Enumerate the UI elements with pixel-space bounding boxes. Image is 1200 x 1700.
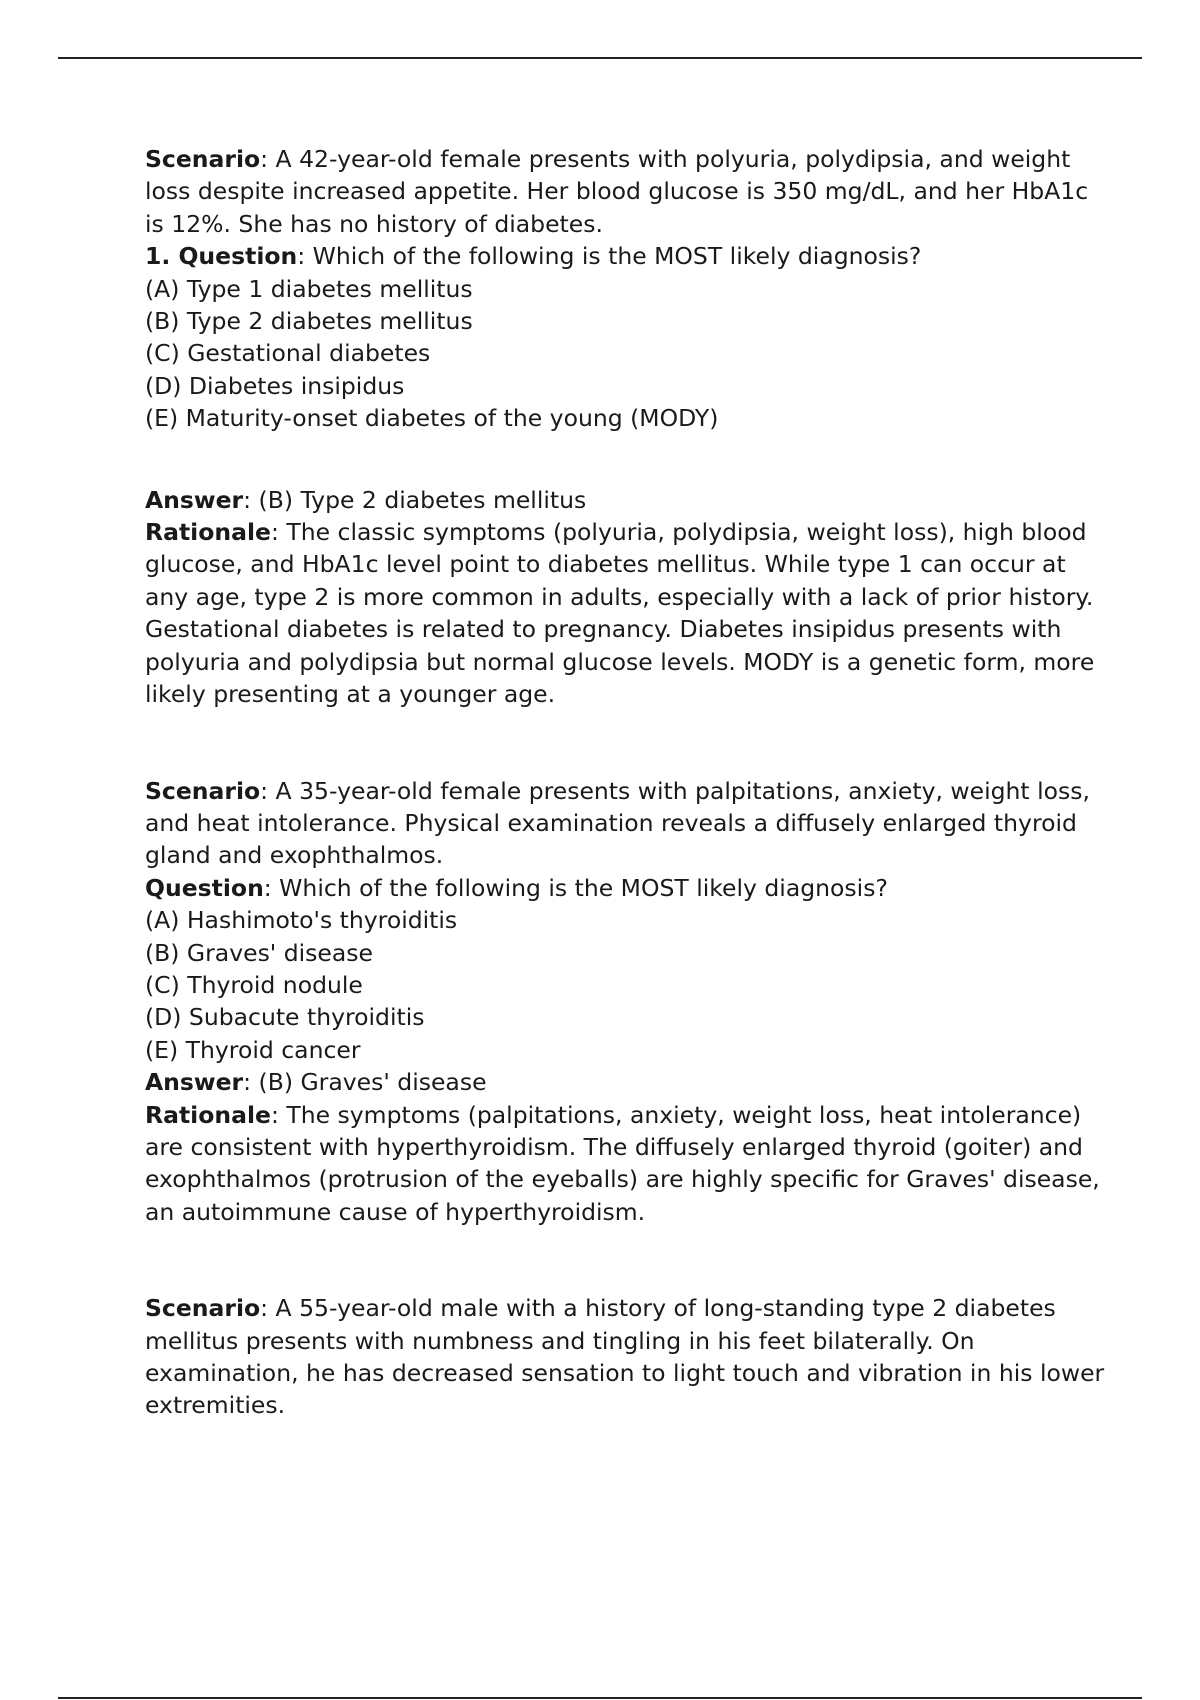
option-d: (D) Diabetes insipidus bbox=[145, 371, 405, 400]
option-c: (C) Thyroid nodule bbox=[145, 970, 363, 999]
question-block-1 bbox=[145, 143, 1105, 711]
question-block-2 bbox=[145, 775, 1105, 1229]
scenario-label: Scenario bbox=[145, 776, 261, 805]
question-label: 1. Question bbox=[145, 242, 298, 271]
option-b: (B) Type 2 diabetes mellitus bbox=[145, 307, 473, 336]
answer-text: : (B) Graves' disease bbox=[243, 1068, 487, 1097]
answer-label: Answer bbox=[145, 485, 244, 514]
answer-text: : (B) Type 2 diabetes mellitus bbox=[243, 485, 587, 514]
answer-line bbox=[145, 484, 1105, 516]
option-a: (A) Hashimoto's thyroiditis bbox=[145, 906, 458, 935]
question-text: : Which of the following is the MOST likely diagnosis? bbox=[297, 242, 922, 271]
scenario-label: Scenario bbox=[145, 145, 261, 173]
question-line bbox=[145, 872, 1105, 904]
option-c: (C) Gestational diabetes bbox=[145, 339, 431, 368]
scenario-paragraph bbox=[145, 775, 1105, 872]
option-b: (B) Graves' disease bbox=[145, 938, 373, 967]
rationale-text: : The symptoms (palpitations, anxiety, weight loss, heat intolerance) are consistent with hyperthyroidism. The diffusely enlarged thyroid (goiter) and exophthalmos (protrusion of the eyeballs) are highly specific for Graves' disease, an autoimmune cause of hyperthyroidism. bbox=[145, 1100, 1100, 1226]
rationale-label: Rationale bbox=[145, 1100, 271, 1129]
question-label: Question bbox=[145, 873, 264, 902]
answer-line bbox=[145, 1066, 1105, 1098]
document-content bbox=[145, 143, 1105, 1422]
question-line bbox=[145, 240, 1105, 272]
bottom-rule bbox=[58, 1697, 1142, 1699]
option-e: (E) Maturity-onset diabetes of the young (MODY) bbox=[145, 404, 719, 433]
scenario-text: : A 55-year-old male with a history of long-standing type 2 diabetes mellitus presents with numbness and tingling in his feet bilaterally. On examination, he has decreased sensation to light touch and vibration in his lower extremities. bbox=[145, 1294, 1105, 1420]
scenario-label: Scenario bbox=[145, 1294, 261, 1323]
rationale-paragraph bbox=[145, 1099, 1105, 1229]
rationale-paragraph bbox=[145, 516, 1105, 710]
scenario-paragraph bbox=[145, 143, 1105, 240]
answer-label: Answer bbox=[145, 1068, 244, 1097]
scenario-text: : A 42-year-old female presents with polyuria, polydipsia, and weight loss despite increased appetite. Her blood glucose is 350 mg/dL, and her HbA1c is 12%. She has no history of diabetes. bbox=[145, 145, 1089, 238]
question-text: : Which of the following is the MOST likely diagnosis? bbox=[263, 873, 888, 902]
scenario-text: : A 35-year-old female presents with palpitations, anxiety, weight loss, and heat intolerance. Physical examination reveals a diffusely enlarged thyroid gland and exophthalmos. bbox=[145, 776, 1090, 870]
option-e: (E) Thyroid cancer bbox=[145, 1035, 361, 1064]
question-block-3 bbox=[145, 1292, 1105, 1422]
rationale-text: : The classic symptoms (polyuria, polydipsia, weight loss), high blood glucose, and HbA1c level point to diabetes mellitus. While type 1 can occur at any age, type 2 is more common in adults, especially with a lack of prior history. Gestational diabetes is related to pregnancy. Diabetes insipidus presents with polyuria and polydipsia but normal glucose levels. MODY is a genetic form, more likely presenting at a younger age. bbox=[145, 518, 1095, 709]
rationale-label: Rationale bbox=[145, 518, 271, 547]
option-a: (A) Type 1 diabetes mellitus bbox=[145, 274, 473, 303]
scenario-paragraph bbox=[145, 1292, 1105, 1422]
option-d: (D) Subacute thyroiditis bbox=[145, 1003, 425, 1032]
top-rule bbox=[58, 57, 1142, 59]
